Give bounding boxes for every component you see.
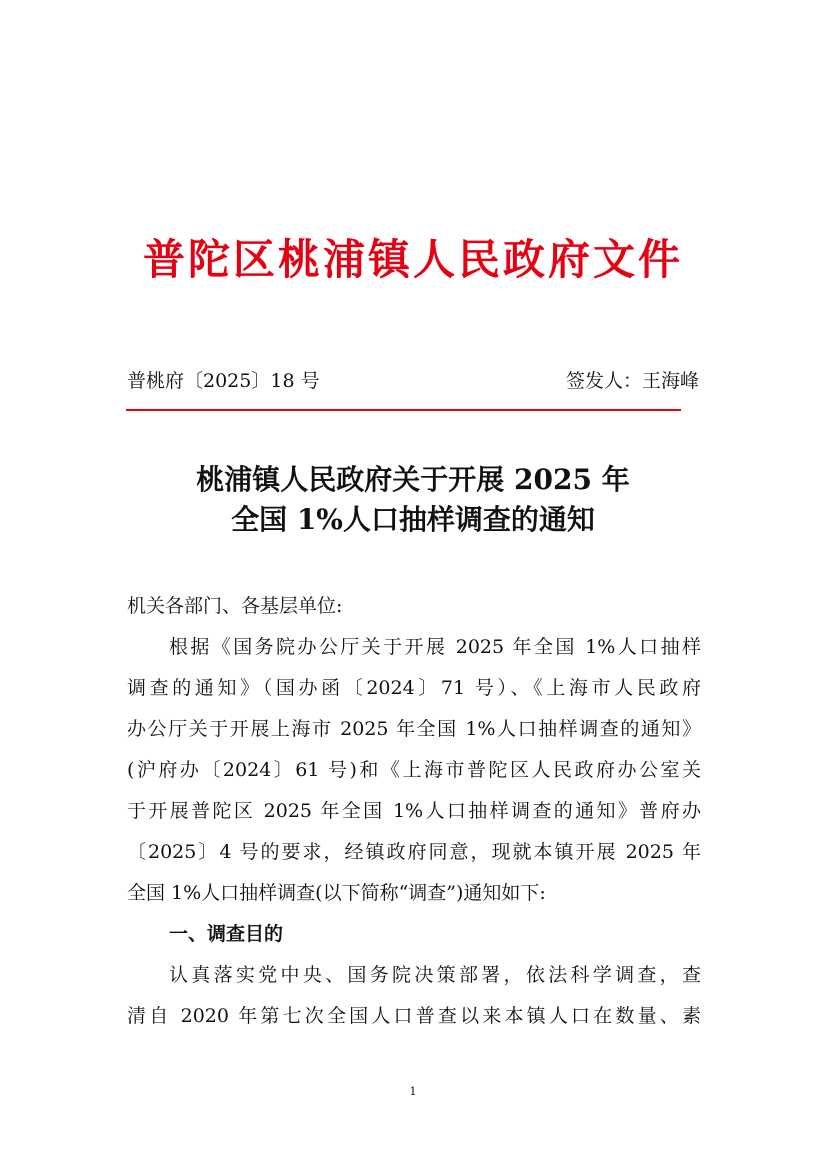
section-1-heading: 一、调查目的 [169,923,284,945]
document-body [127,586,701,1037]
document-title-line-1: 桃浦镇人民政府关于开展 2025 年 [196,463,630,496]
paragraph-1-line: 办公厅关于开展上海市 2025 年全国 1%人口抽样调查的通知》 [127,718,701,740]
paragraph-2-line: 认真落实党中央、国务院决策部署，依法科学调查，查 [169,964,701,986]
paragraph-1-line: (沪府办〔2024〕61 号)和《上海市普陀区人民政府办公室关 [127,759,701,781]
paragraph-1-line: 于开展普陀区 2025 年全国 1%人口抽样调查的通知》普府办 [127,800,701,822]
paragraph-1-line: 调查的通知》（国办函〔2024〕71 号）、《上海市人民政府 [127,677,701,699]
document-header: 普陀区桃浦镇人民政府文件 [142,235,683,284]
paragraph-1-line: 根据《国务院办公厅关于开展 2025 年全国 1%人口抽样 [169,636,701,658]
document-title [0,460,826,540]
salutation: 机关各部门、各基层单位: [127,595,343,617]
signer: 签发人：王海峰 [565,370,699,392]
red-separator-line [126,409,681,411]
paragraph-1 [127,627,701,914]
page-number: 1 [409,1085,417,1098]
document-number: 普桃府〔2025〕18 号 [127,370,320,392]
paragraph-2-line: 清自 2020 年第七次全国人口普查以来本镇人口在数量、素 [127,1005,701,1027]
document-meta-row [127,366,699,396]
paragraph-2 [127,955,701,1037]
paragraph-1-line: 〔2025〕4 号的要求，经镇政府同意，现就本镇开展 2025 年 [127,841,701,863]
paragraph-1-line: 全国 1%人口抽样调查(以下简称“调查”)通知如下: [127,882,546,904]
document-title-line-2: 全国 1%人口抽样调查的通知 [231,503,595,536]
